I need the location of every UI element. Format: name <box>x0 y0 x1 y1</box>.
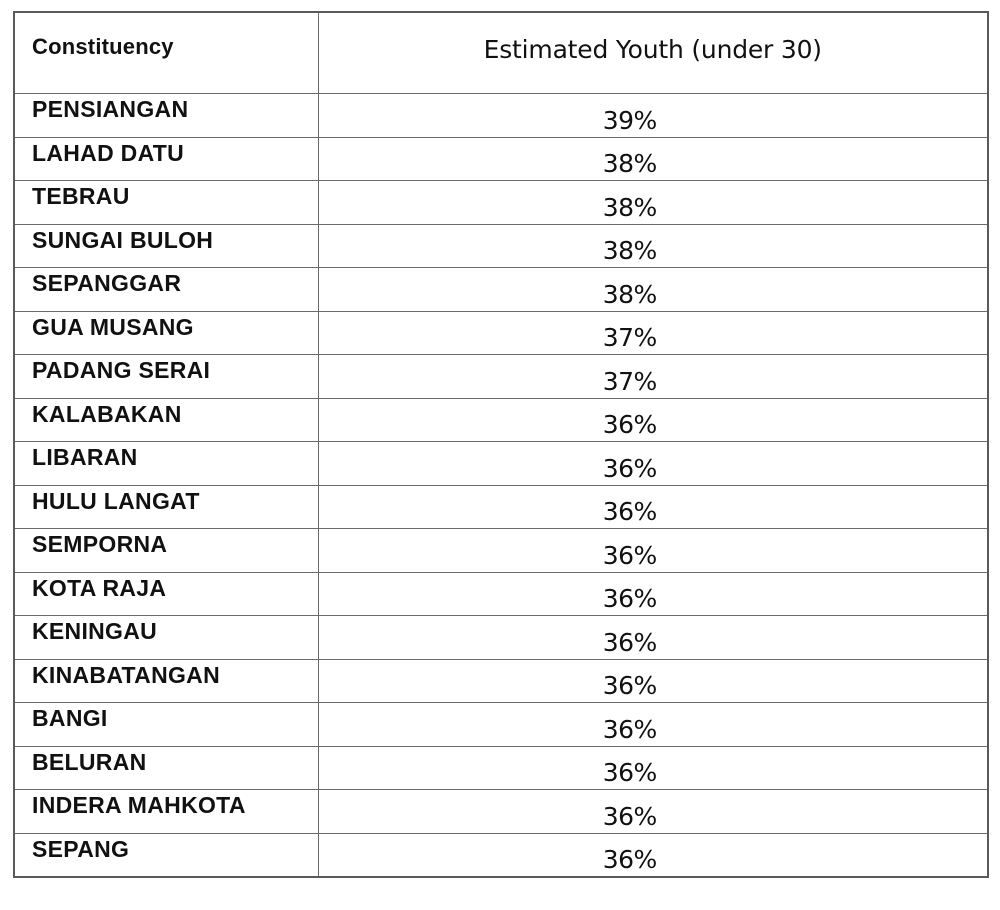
table-row <box>14 659 988 703</box>
table-row <box>14 137 988 181</box>
constituency-cell: KALABAKAN <box>14 398 318 442</box>
youth-percentage-cell <box>318 703 988 747</box>
youth-percentage-cell <box>318 355 988 399</box>
header-row <box>14 12 988 94</box>
constituency-cell: TEBRAU <box>14 181 318 225</box>
constituency-cell: HULU LANGAT <box>14 485 318 529</box>
youth-percentage-value: 36% <box>602 845 657 874</box>
youth-table <box>13 11 989 878</box>
youth-percentage-cell <box>318 442 988 486</box>
youth-percentage-value: 36% <box>602 671 657 700</box>
constituency-cell: SEPANGGAR <box>14 268 318 312</box>
column-header-youth <box>318 12 988 94</box>
table-row <box>14 746 988 790</box>
youth-percentage-value: 36% <box>602 714 657 744</box>
youth-percentage-value: 36% <box>602 801 657 831</box>
youth-percentage-value: 39% <box>602 105 657 135</box>
constituency-cell: GUA MUSANG <box>14 311 318 355</box>
constituency-cell: LIBARAN <box>14 442 318 486</box>
youth-percentage-cell <box>318 485 988 529</box>
table-row <box>14 833 988 877</box>
constituency-cell: KOTA RAJA <box>14 572 318 616</box>
table-row <box>14 94 988 138</box>
table-row <box>14 442 988 486</box>
constituency-cell: KENINGAU <box>14 616 318 660</box>
column-header-constituency <box>14 12 318 94</box>
youth-percentage-value: 36% <box>602 758 657 787</box>
youth-percentage-cell <box>318 137 988 181</box>
table-body <box>14 94 988 878</box>
table-row <box>14 268 988 312</box>
constituency-cell: LAHAD DATU <box>14 137 318 181</box>
youth-percentage-value: 36% <box>602 627 657 657</box>
youth-percentage-value: 38% <box>602 236 657 265</box>
table-row <box>14 398 988 442</box>
table-row <box>14 703 988 747</box>
youth-percentage-cell <box>318 94 988 138</box>
constituency-cell: SEPANG <box>14 833 318 877</box>
youth-percentage-cell <box>318 790 988 834</box>
youth-percentage-cell <box>318 268 988 312</box>
youth-percentage-value: 36% <box>602 584 657 613</box>
table-row <box>14 790 988 834</box>
constituency-cell: INDERA MAHKOTA <box>14 790 318 834</box>
youth-percentage-cell <box>318 833 988 877</box>
youth-percentage-cell <box>318 529 988 573</box>
youth-percentage-value: 36% <box>602 453 657 483</box>
youth-percentage-cell <box>318 616 988 660</box>
constituency-cell: SUNGAI BULOH <box>14 224 318 268</box>
column-header-constituency-label: Constituency <box>32 34 174 59</box>
table-row <box>14 355 988 399</box>
table-row <box>14 224 988 268</box>
table-header <box>14 12 988 94</box>
table-row <box>14 616 988 660</box>
constituency-cell: BELURAN <box>14 746 318 790</box>
youth-percentage-cell <box>318 659 988 703</box>
constituency-cell: BANGI <box>14 703 318 747</box>
youth-percentage-value: 38% <box>602 279 657 309</box>
youth-percentage-cell <box>318 181 988 225</box>
constituency-cell: PADANG SERAI <box>14 355 318 399</box>
youth-percentage-value: 37% <box>602 323 657 352</box>
table-row <box>14 181 988 225</box>
youth-percentage-cell <box>318 746 988 790</box>
youth-percentage-value: 38% <box>602 149 657 178</box>
youth-percentage-cell <box>318 224 988 268</box>
youth-percentage-cell <box>318 398 988 442</box>
table-row <box>14 485 988 529</box>
youth-percentage-cell <box>318 311 988 355</box>
youth-percentage-value: 36% <box>602 540 657 570</box>
table-row <box>14 311 988 355</box>
constituency-cell: SEMPORNA <box>14 529 318 573</box>
youth-percentage-value: 36% <box>602 410 657 439</box>
column-header-youth-label: Estimated Youth (under 30) <box>483 34 822 64</box>
constituency-cell: KINABATANGAN <box>14 659 318 703</box>
table-row <box>14 529 988 573</box>
table-row <box>14 572 988 616</box>
youth-percentage-value: 37% <box>602 366 657 396</box>
youth-percentage-value: 38% <box>602 192 657 222</box>
youth-percentage-cell <box>318 572 988 616</box>
constituency-cell: PENSIANGAN <box>14 94 318 138</box>
youth-percentage-value: 36% <box>602 497 657 526</box>
